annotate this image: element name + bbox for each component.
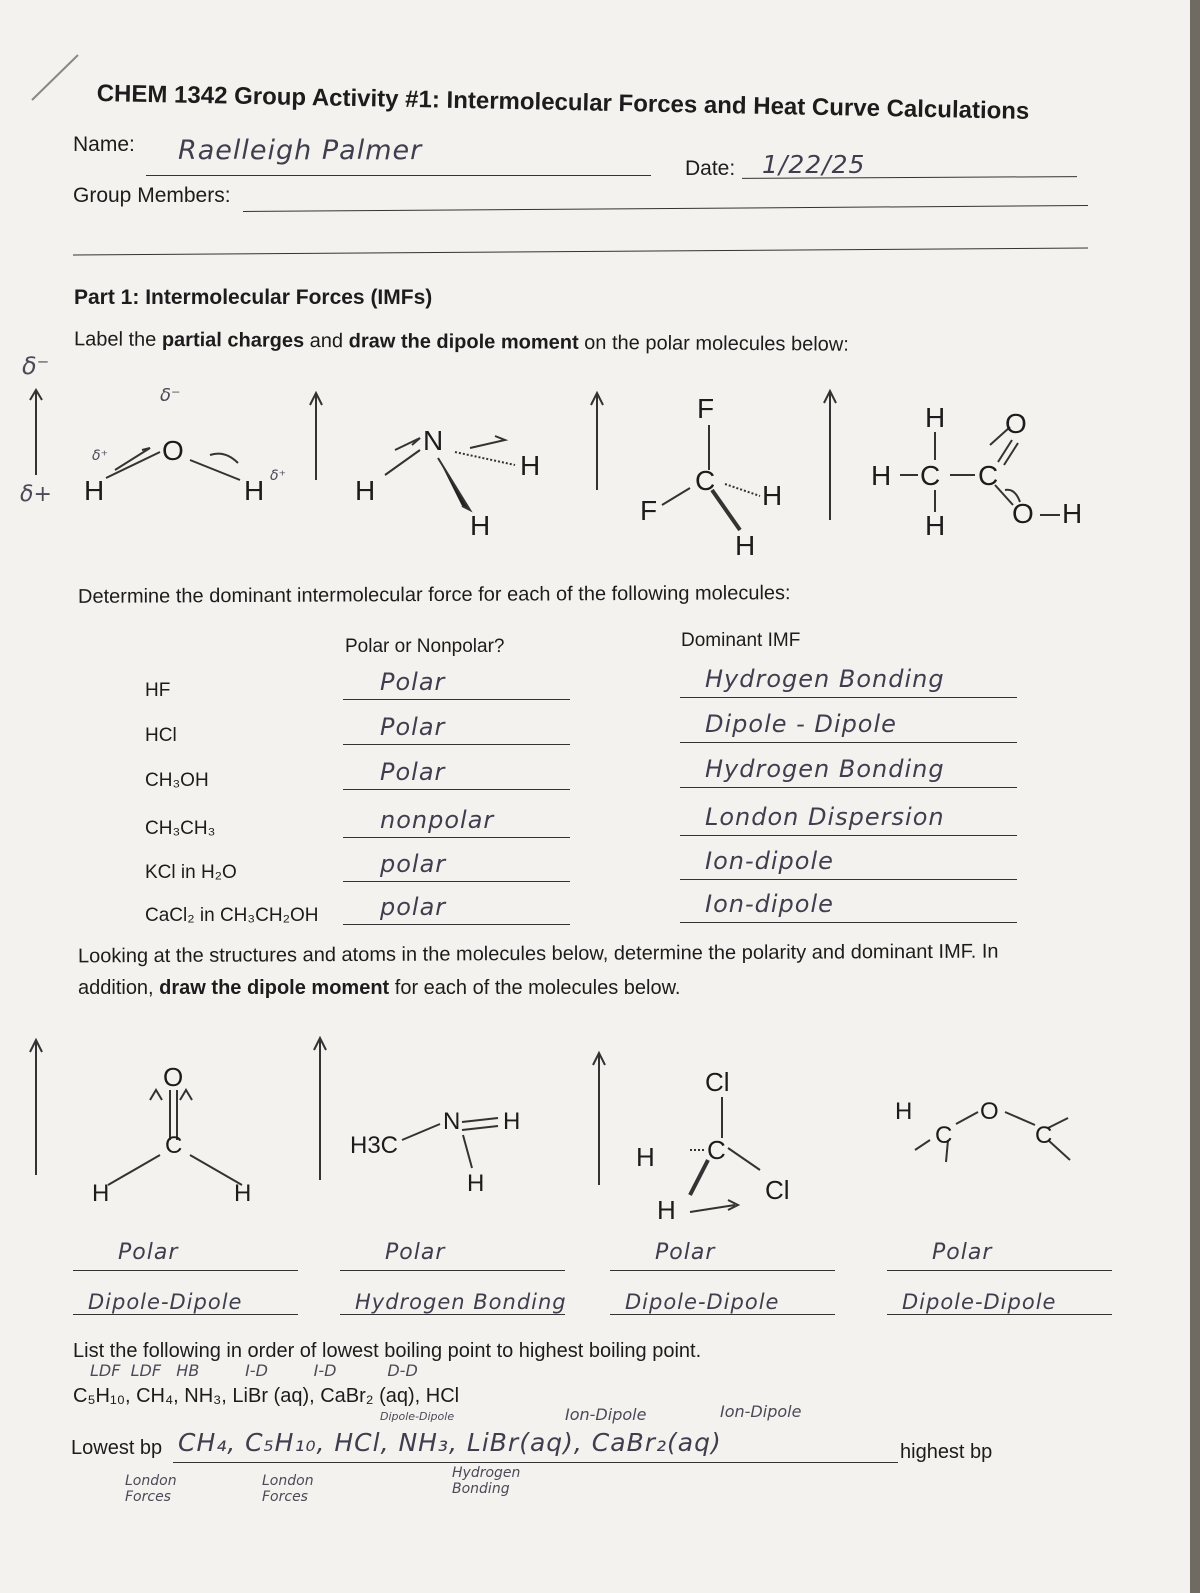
ether-hydrogen: H xyxy=(895,1098,913,1125)
methylamine-hydrogen-1: H xyxy=(503,1108,521,1135)
water-delta-plus-1: δ⁺ xyxy=(92,448,108,464)
formaldehyde-carbon: C xyxy=(165,1132,183,1159)
imf-row-polar-line xyxy=(343,881,570,882)
group-members-line-1 xyxy=(243,205,1088,212)
imf-row-imf-line xyxy=(680,742,1017,743)
part2-polarity-answer: Polar xyxy=(118,1240,179,1265)
acetic-hydrogen-top: H xyxy=(925,402,946,433)
water-hydrogen-1: H xyxy=(84,475,105,506)
part2-polarity-answer: Polar xyxy=(655,1240,716,1265)
water-delta-minus: δ⁻ xyxy=(160,385,181,406)
imf-row-imf-line xyxy=(680,835,1017,836)
imf-row-polar-line xyxy=(343,924,570,925)
imf-row-imf: Ion-dipole xyxy=(705,847,834,875)
ch2f-fluorine-left: F xyxy=(640,495,658,526)
part2-instruction-line-1: Looking at the structures and atoms in the molecules below, determine the polarity and dominant IMF. In xyxy=(77,940,999,968)
acetic-hydrogen-bottom: H xyxy=(925,510,946,541)
part2-imf-answer: Dipole-Dipole xyxy=(88,1290,243,1314)
date-label: Date: xyxy=(685,157,736,180)
part2-imf-answer: Hydrogen Bonding xyxy=(355,1290,567,1314)
ch2cl2-carbon: C xyxy=(707,1135,726,1165)
ch2cl2-chlorine-top: Cl xyxy=(705,1067,730,1097)
imf-row-imf: Ion-dipole xyxy=(705,890,834,918)
group-members-line-2 xyxy=(73,247,1088,255)
imf-row-polarity: polar xyxy=(380,893,447,921)
part2-polarity-line xyxy=(887,1270,1112,1271)
imf-row-imf-line xyxy=(680,879,1017,880)
imf-row-molecule: HF xyxy=(145,680,171,701)
part2-instruction-line-2: addition, draw the dipole moment for each of the molecules below. xyxy=(78,977,681,999)
formaldehyde-oxygen: O xyxy=(163,1062,184,1092)
boiling-answer-line xyxy=(173,1462,898,1463)
acetic-oxygen-hydroxyl: O xyxy=(1012,498,1034,529)
ammonia-nitrogen: N xyxy=(423,425,444,456)
imf-row-imf: Dipole - Dipole xyxy=(705,710,897,738)
part2-imf-line xyxy=(73,1314,298,1315)
note-ion-dipole-2: Ion-Dipole xyxy=(720,1402,802,1421)
methylamine-methyl: H3C xyxy=(350,1132,399,1159)
formaldehyde-hydrogen-1: H xyxy=(92,1180,110,1207)
acetic-hydrogen-left: H xyxy=(871,460,892,491)
margin-delta-minus-1: δ⁻ xyxy=(22,352,50,380)
part2-imf-answer: Dipole-Dipole xyxy=(902,1290,1057,1314)
imf-row-polar-line xyxy=(343,699,570,700)
imf-row-imf: Hydrogen Bonding xyxy=(705,755,945,783)
part1-heading: Part 1: Intermolecular Forces (IMFs) xyxy=(74,286,433,309)
imf-row-polarity: polar xyxy=(380,850,447,878)
part2-polarity-answer: Polar xyxy=(385,1240,446,1265)
part2-imf-line xyxy=(887,1314,1112,1315)
ether-oxygen: O xyxy=(980,1098,999,1125)
part2-imf-answer: Dipole-Dipole xyxy=(625,1290,780,1314)
acetic-hydrogen-hydroxyl: H xyxy=(1062,498,1083,529)
imf-row-polar-line xyxy=(343,837,570,838)
water-oxygen: O xyxy=(162,435,184,466)
part2-polarity-line xyxy=(610,1270,835,1271)
water-delta-plus-2: δ⁺ xyxy=(270,468,286,484)
imf-row-polarity: Polar xyxy=(380,713,446,741)
acetic-oxygen-double: O xyxy=(1005,408,1027,439)
imf-row-molecule: KCl in H₂O xyxy=(145,862,237,883)
note-ion-dipole-1: Ion-Dipole xyxy=(565,1405,647,1424)
imf-row-polar-line xyxy=(343,744,570,745)
imf-instruction: Determine the dominant intermolecular force for each of the following molecules: xyxy=(77,582,791,608)
methylamine-hydrogen-2: H xyxy=(467,1170,485,1197)
lowest-bp-label: Lowest bp xyxy=(71,1437,163,1459)
note-london-forces-2: London Forces xyxy=(262,1473,314,1505)
imf-row-imf-line xyxy=(680,787,1017,788)
part2-polarity-line xyxy=(73,1270,298,1271)
note-dipole-dipole: Dipole-Dipole xyxy=(380,1410,455,1423)
ch2f-fluorine-top: F xyxy=(697,393,715,424)
imf-row-polarity: Polar xyxy=(380,758,446,786)
imf-row-polarity: nonpolar xyxy=(380,806,495,834)
ch2cl2-chlorine-right: Cl xyxy=(765,1175,790,1205)
imf-row-polarity: Polar xyxy=(380,668,446,696)
name-value: Raelleigh Palmer xyxy=(178,135,423,166)
name-line xyxy=(146,175,651,176)
part2-polarity-line xyxy=(340,1270,565,1271)
col-imf-header: Dominant IMF xyxy=(681,630,801,651)
margin-delta-plus-1: δ+ xyxy=(20,482,52,507)
note-hydrogen-bonding: Hydrogen Bonding xyxy=(452,1465,521,1497)
worksheet-title: CHEM 1342 Group Activity #1: Intermolecular Forces and Heat Curve Calculations xyxy=(96,80,1030,125)
acetic-carbon-2: C xyxy=(978,460,999,491)
ammonia-hydrogen-1: H xyxy=(355,475,376,506)
imf-row-imf: London Dispersion xyxy=(705,803,945,831)
imf-row-molecule: CH₃CH₃ xyxy=(145,818,216,839)
ether-carbon-1: C xyxy=(935,1122,953,1149)
ch2f-carbon: C xyxy=(695,465,716,496)
part2-polarity-answer: Polar xyxy=(932,1240,993,1265)
water-hydrogen-2: H xyxy=(244,475,265,506)
part2-imf-line xyxy=(610,1314,835,1315)
imf-row-molecule: CH₃OH xyxy=(145,770,209,791)
note-london-forces-1: London Forces xyxy=(125,1473,177,1505)
acetic-carbon-1: C xyxy=(920,460,941,491)
boiling-instruction: List the following in order of lowest boiling point to highest boiling point. xyxy=(73,1340,702,1362)
imf-row-molecule: CaCl₂ in CH₃CH₂OH xyxy=(145,905,319,926)
ch2cl2-hydrogen-1: H xyxy=(636,1142,655,1172)
part1-instruction: Label the partial charges and draw the dipole moment on the polar molecules below: xyxy=(73,328,849,356)
group-members-label: Group Members: xyxy=(73,184,231,207)
imf-row-imf: Hydrogen Bonding xyxy=(705,665,945,693)
date-value: 1/22/25 xyxy=(762,150,866,179)
imf-row-imf-line xyxy=(680,697,1017,698)
imf-row-polar-line xyxy=(343,789,570,790)
part2-imf-line xyxy=(340,1314,565,1315)
methylamine-nitrogen: N xyxy=(443,1108,461,1135)
boiling-compounds: C₅H₁₀, CH₄, NH₃, LiBr (aq), CaBr₂ (aq), HCl xyxy=(73,1385,460,1407)
boiling-answer: CH₄, C₅H₁₀, HCl, NH₃, LiBr(aq), CaBr₂(aq) xyxy=(178,1428,722,1457)
imf-row-molecule: HCl xyxy=(145,725,177,746)
ch2f-hydrogen-1: H xyxy=(762,480,783,511)
col-polar-header: Polar or Nonpolar? xyxy=(345,636,505,657)
name-label: Name: xyxy=(73,133,135,156)
ammonia-hydrogen-3: H xyxy=(520,450,541,481)
ch2cl2-hydrogen-2: H xyxy=(657,1195,676,1225)
formaldehyde-hydrogen-2: H xyxy=(234,1180,252,1207)
boiling-imf-notes: LDF LDF HB I-D I-D D-D xyxy=(90,1361,418,1380)
ammonia-hydrogen-2: H xyxy=(470,510,491,541)
imf-row-imf-line xyxy=(680,922,1017,923)
highest-bp-label: highest bp xyxy=(900,1441,993,1463)
ch2f-hydrogen-2: H xyxy=(735,530,756,561)
ether-carbon-2: C xyxy=(1035,1122,1053,1149)
